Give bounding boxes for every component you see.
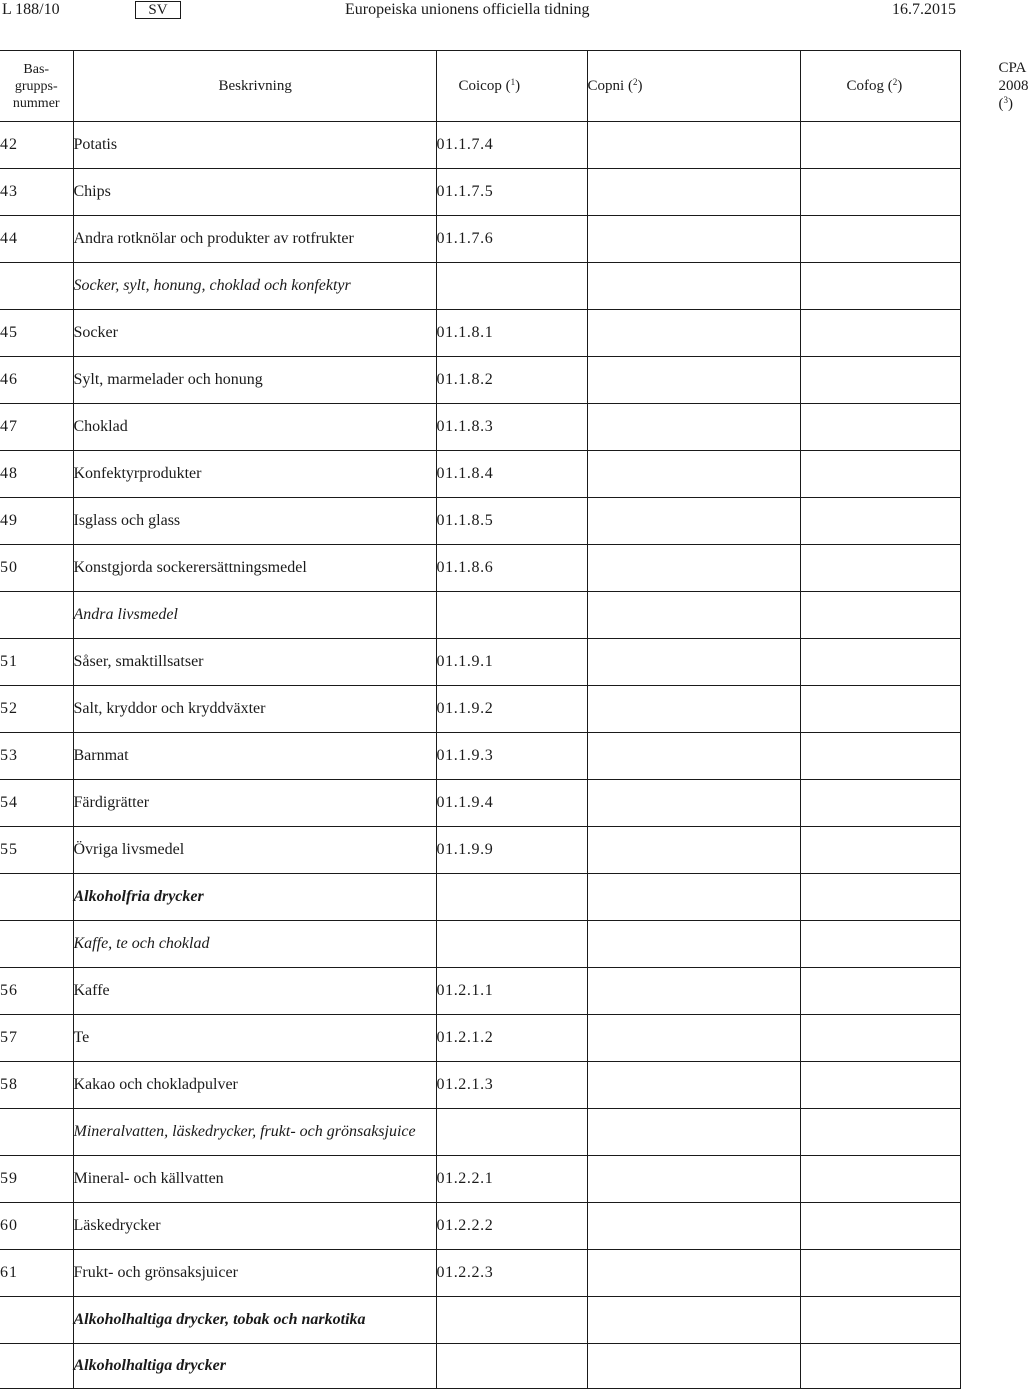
table-row [0,780,960,827]
item-description: Socker [73,310,436,357]
empty-cell [587,1109,800,1156]
basic-group-number: 51 [0,639,73,686]
copni-cell [587,733,800,780]
item-description: Sylt, marmelader och honung [73,357,436,404]
item-description: Såser, smaktillsatser [73,639,436,686]
publication-date: 16.7.2015 [892,1,956,18]
cofog-cell [800,686,960,733]
copni-cell [587,169,800,216]
table-row [0,122,960,169]
cofog-cell [800,404,960,451]
header-cofog: Cofog ($^2$) [800,51,960,122]
table-row [0,1062,960,1109]
footnote-ref: 3 [1003,95,1008,105]
page-reference: L 188/10 [2,1,60,18]
item-description: Kakao och chokladpulver [73,1062,436,1109]
item-description: Te [73,1015,436,1062]
cofog-cell [800,1015,960,1062]
cofog-cell [800,639,960,686]
header-num-line-2: grupps- [14,79,58,94]
item-description: Kaffe [73,968,436,1015]
section-heading-row [0,1109,960,1156]
table-row [0,686,960,733]
item-description: Choklad [73,404,436,451]
section-heading-row [0,921,960,968]
section-heading-row [0,592,960,639]
basic-group-number: 58 [0,1062,73,1109]
table-row [0,357,960,404]
item-description: Konfektyrprodukter [73,451,436,498]
empty-number-cell [0,1297,73,1344]
empty-cell [436,1344,587,1389]
coicop-code: 01.1.7.6 [436,216,587,263]
item-description: Övriga livsmedel [73,827,436,874]
item-description: Potatis [73,122,436,169]
table-row [0,545,960,592]
table-row [0,1156,960,1203]
coicop-code: 01.1.8.5 [436,498,587,545]
header-description: Beskrivning [73,51,436,122]
basic-group-number: 50 [0,545,73,592]
cofog-cell [800,122,960,169]
item-description: Salt, kryddor och kryddväxter [73,686,436,733]
coicop-code: 01.1.9.2 [436,686,587,733]
coicop-code: 01.2.1.1 [436,968,587,1015]
section-heading-row [0,1297,960,1344]
basic-group-number: 44 [0,216,73,263]
basic-group-number: 61 [0,1250,73,1297]
cofog-cell [800,545,960,592]
empty-cell [800,592,960,639]
coicop-code: 01.2.1.3 [436,1062,587,1109]
table-row [0,639,960,686]
empty-cell [800,874,960,921]
section-heading: Mineralvatten, läskedrycker, frukt- och grönsaksjuice [73,1109,436,1156]
empty-cell [436,263,587,310]
table-row [0,968,960,1015]
copni-cell [587,1250,800,1297]
empty-cell [587,1297,800,1344]
cofog-cell [800,169,960,216]
coicop-code: 01.2.2.1 [436,1156,587,1203]
coicop-code: 01.2.1.2 [436,1015,587,1062]
table-row [0,216,960,263]
table-row [0,310,960,357]
empty-cell [587,874,800,921]
copni-cell [587,357,800,404]
copni-cell [587,310,800,357]
footnote-ref: 2 [892,77,898,87]
header-basic-group-number [0,51,73,122]
copni-cell [587,122,800,169]
table-row [0,498,960,545]
copni-cell [587,216,800,263]
table-row [0,404,960,451]
empty-cell [800,1109,960,1156]
coicop-code: 01.1.9.3 [436,733,587,780]
section-heading: Alkoholhaltiga drycker [73,1344,436,1389]
journal-title: Europeiska unionens officiella tidning [345,1,590,18]
coicop-code: 01.1.7.5 [436,169,587,216]
copni-cell [587,780,800,827]
coicop-code: 01.1.8.3 [436,404,587,451]
empty-cell [436,1297,587,1344]
item-description: Frukt- och grönsaksjuicer [73,1250,436,1297]
copni-cell [587,451,800,498]
basic-group-number: 47 [0,404,73,451]
basic-group-number: 46 [0,357,73,404]
header-num-line-1: Bas- [23,62,50,77]
basic-group-number: 45 [0,310,73,357]
empty-cell [800,1297,960,1344]
page-header [0,0,960,22]
empty-number-cell [0,921,73,968]
basic-group-number: 54 [0,780,73,827]
empty-number-cell [0,263,73,310]
copni-cell [587,1015,800,1062]
empty-cell [587,1344,800,1389]
empty-number-cell [0,1109,73,1156]
footnote-ref: 2 [632,77,638,87]
item-description: Konstgjorda sockerersättningsmedel [73,545,436,592]
cofog-cell [800,451,960,498]
empty-number-cell [0,874,73,921]
basic-groups-table [0,50,1029,1389]
copni-cell [587,1062,800,1109]
copni-cell [587,404,800,451]
section-heading: Kaffe, te och choklad [73,921,436,968]
table-header-row: Bas- grupps- nummer Beskrivning Coicop ($^1$) Copni ($^2$) Cofog ($^2$) CPA 2008 ($^3$) [0,51,960,122]
basic-group-number: 48 [0,451,73,498]
footnote-ref: 1 [510,77,516,87]
basic-group-number: 57 [0,1015,73,1062]
coicop-code: 01.1.8.4 [436,451,587,498]
table-row [0,1250,960,1297]
section-heading: Alkoholfria drycker [73,874,436,921]
cofog-cell [800,1203,960,1250]
coicop-code: 01.2.2.3 [436,1250,587,1297]
coicop-code: 01.1.9.4 [436,780,587,827]
item-description: Mineral- och källvatten [73,1156,436,1203]
header-coicop: Coicop ($^1$) [436,51,587,122]
basic-group-number: 56 [0,968,73,1015]
copni-cell [587,686,800,733]
basic-group-number: 55 [0,827,73,874]
empty-number-cell [0,1344,73,1389]
header-copni: Copni ($^2$) [587,51,800,122]
table-row [0,733,960,780]
copni-cell [587,1156,800,1203]
item-description: Barnmat [73,733,436,780]
coicop-code: 01.1.8.1 [436,310,587,357]
copni-cell [587,639,800,686]
cofog-cell [800,1062,960,1109]
copni-cell [587,1203,800,1250]
section-heading-row [0,874,960,921]
basic-group-number: 43 [0,169,73,216]
table-row [0,1203,960,1250]
basic-group-number: 49 [0,498,73,545]
empty-cell [587,263,800,310]
item-description: Chips [73,169,436,216]
cofog-cell [800,310,960,357]
cofog-cell [800,968,960,1015]
section-heading-row [0,1344,960,1389]
cofog-cell [800,1156,960,1203]
header-num-line-3: nummer [12,96,60,111]
table-row [0,827,960,874]
item-description: Färdigrätter [73,780,436,827]
coicop-code: 01.1.9.9 [436,827,587,874]
section-heading: Socker, sylt, honung, choklad och konfektyr [73,263,436,310]
table-body [0,122,960,1389]
section-heading: Alkoholhaltiga drycker, tobak och narkotika [73,1297,436,1344]
copni-cell [587,827,800,874]
empty-number-cell [0,592,73,639]
coicop-code: 01.1.8.2 [436,357,587,404]
empty-cell [587,921,800,968]
basic-group-number: 42 [0,122,73,169]
cofog-cell [800,498,960,545]
coicop-code: 01.1.7.4 [436,122,587,169]
empty-cell [800,921,960,968]
coicop-code: 01.1.8.6 [436,545,587,592]
basic-group-number: 53 [0,733,73,780]
table-row [0,451,960,498]
item-description: Andra rotknölar och produkter av rotfrukter [73,216,436,263]
copni-cell [587,968,800,1015]
cofog-cell [800,357,960,404]
basic-group-number: 52 [0,686,73,733]
language-badge: SV [135,1,181,19]
table-row [0,1015,960,1062]
coicop-code: 01.2.2.2 [436,1203,587,1250]
empty-cell [800,1344,960,1389]
section-heading-row [0,263,960,310]
table-row [0,169,960,216]
section-heading: Andra livsmedel [73,592,436,639]
basic-group-number: 60 [0,1203,73,1250]
cofog-cell [800,733,960,780]
copni-cell [587,545,800,592]
item-description: Läskedrycker [73,1203,436,1250]
coicop-code: 01.1.9.1 [436,639,587,686]
copni-cell [587,498,800,545]
empty-cell [800,263,960,310]
empty-cell [436,1109,587,1156]
cofog-cell [800,780,960,827]
item-description: Isglass och glass [73,498,436,545]
empty-cell [587,592,800,639]
cofog-cell [800,827,960,874]
empty-cell [436,592,587,639]
empty-cell [436,921,587,968]
empty-cell [436,874,587,921]
basic-group-number: 59 [0,1156,73,1203]
cofog-cell [800,216,960,263]
cofog-cell [800,1250,960,1297]
